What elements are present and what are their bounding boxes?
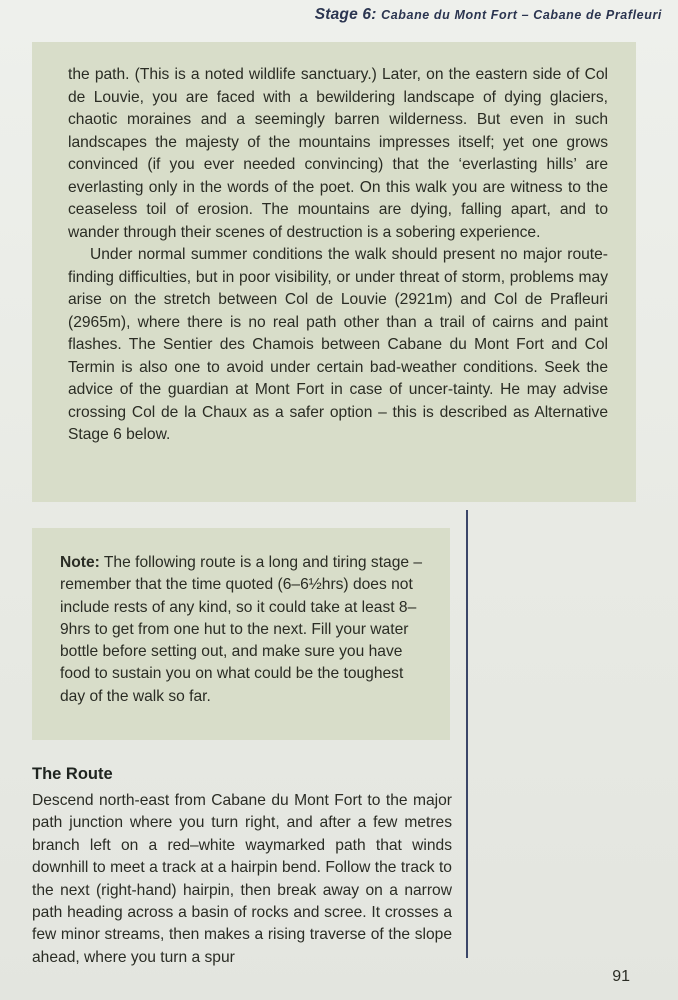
- page-number: 91: [612, 968, 630, 985]
- intro-paragraph-2: Under normal summer conditions the walk should present no major route-finding difficulties, but in poor visibility, or under threat of storm, problems may arise on the stretch between Col de Louvie (2921m) and Col de Prafleuri (2965m), where there is no real path other than a trail of cairns and paint flashes. The Sentier des Chamois between Cabane du Mont Fort and Col Termin is also one to avoid under certain bad-weather conditions. Seek the advice of the guardian at Mont Fort in case of uncer-tainty. He may advise crossing Col de la Chaux as a safer option – this is described as Alternative Stage 6 below.: [68, 246, 608, 443]
- note-box: [32, 528, 450, 740]
- stage-label: Stage 6:: [314, 6, 377, 23]
- column-rule: [466, 510, 468, 958]
- stage-title: Cabane du Mont Fort – Cabane de Prafleuri: [381, 8, 662, 22]
- route-heading: The Route: [32, 765, 113, 783]
- intro-box: [32, 42, 636, 502]
- intro-paragraph-1: the path. (This is a noted wildlife sanctuary.) Later, on the eastern side of Col de Louvie, you are faced with a bewildering landscape of dying glaciers, chaotic moraines and a seemingly barren wilderness. But even in such landscapes the majesty of the mountains impresses itself; yet one grows convinced (if you ever needed convincing) that the ‘everlasting hills’ are everlasting only in the words of the poet. On this walk you are witness to the ceaseless toil of erosion. The mountains are dying, falling apart, and to wander through their scenes of destruction is a sobering experience.: [68, 66, 608, 241]
- running-head: [315, 6, 662, 24]
- route-text: Descend north-east from Cabane du Mont Fort to the major path junction where you turn right, and after a few metres branch left on a red–white waymarked path that winds downhill to meet a track at a hairpin bend. Follow the track to the next (right-hand) hairpin, then break away on a narrow path heading across a basin of rocks and scree. It crosses a few minor streams, then makes a rising traverse of the slope ahead, where you turn a spur: [32, 792, 452, 966]
- note-text: [60, 552, 424, 708]
- note-lead: Note:: [60, 554, 100, 571]
- note-body: The following route is a long and tiring stage – remember that the time quoted (6–6½hrs) does not include rests of any kind, so it could take at least 8–9hrs to get from one hut to the next. Fill your water bottle before setting out, and make sure you have food to sustain you on what could be the toughest day of the walk so far.: [60, 554, 423, 705]
